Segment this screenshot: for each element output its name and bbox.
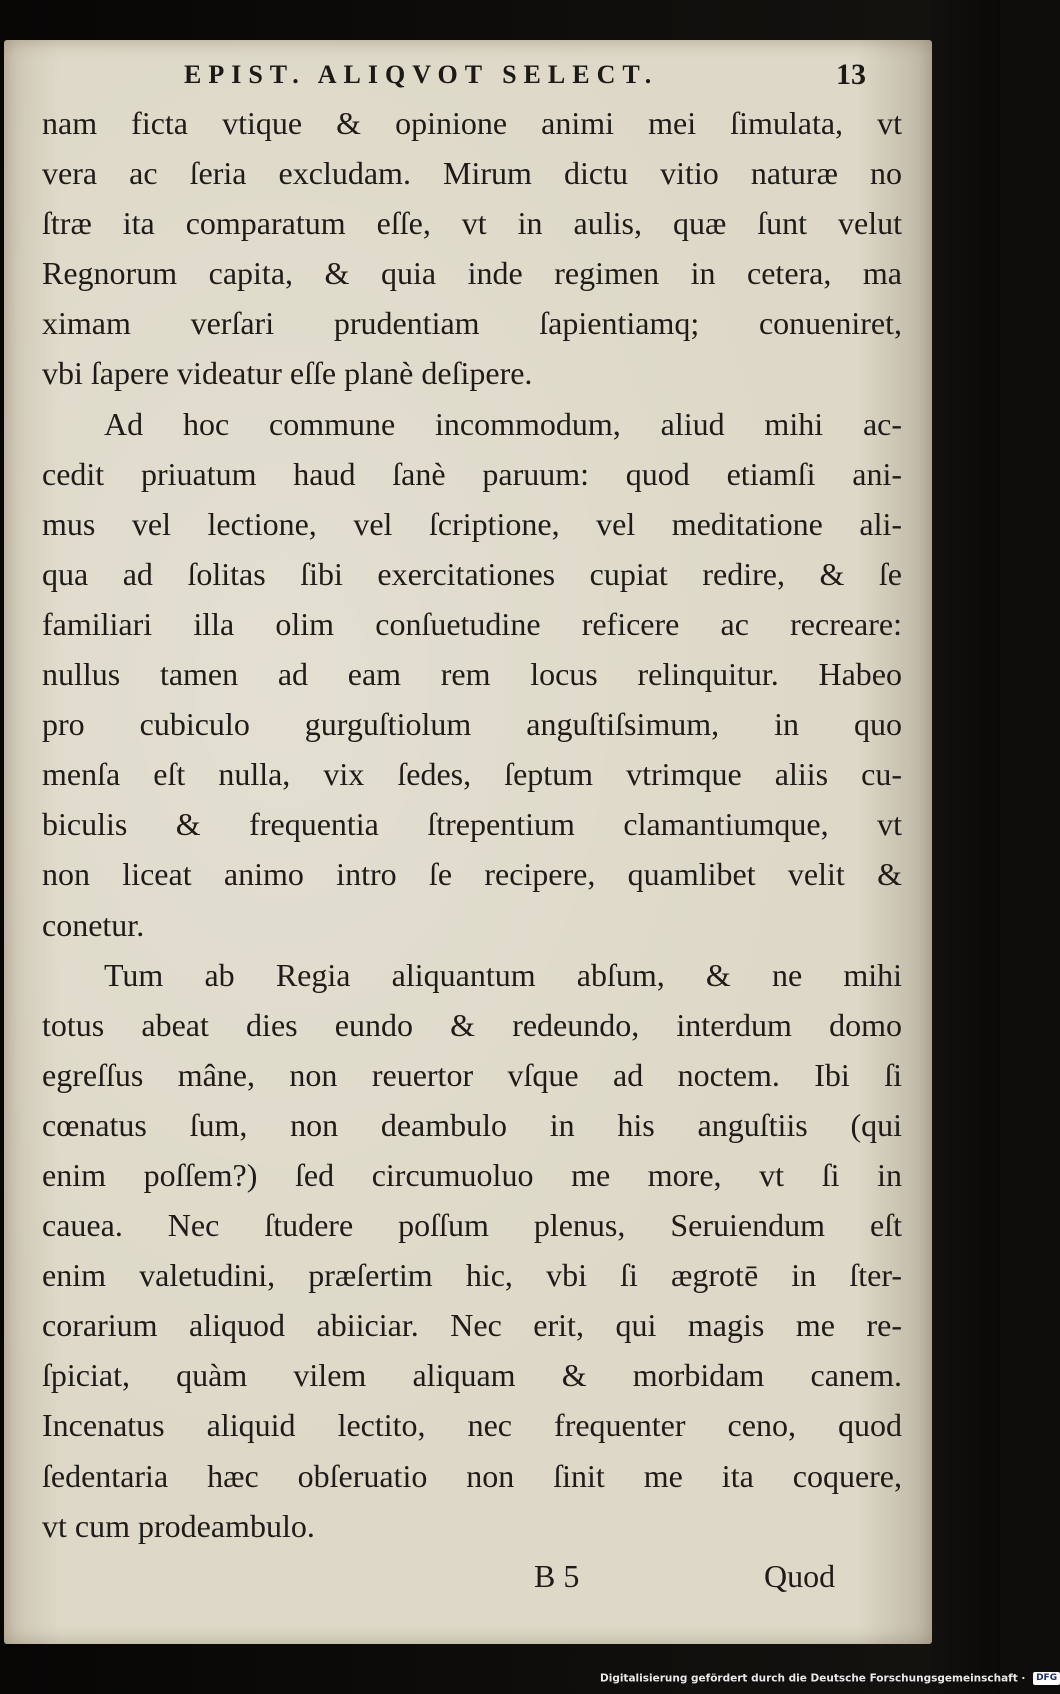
text-line: vbi ſapere videatur eſſe planè deſipere. <box>42 355 533 392</box>
text-line: nam ficta vtique & opinione animi mei ſimulata, vt <box>42 105 902 141</box>
text-line: ſtræ ita comparatum eſſe, vt in aulis, quæ ſunt velut <box>42 205 902 242</box>
text-line: Incenatus aliquid lectito, nec frequenter ceno, quod <box>42 1407 902 1444</box>
text-line: vera ac ſeria excludam. Mirum dictu vitio naturæ no <box>42 155 902 192</box>
text-line: ſpiciat, quàm vilem aliquam & morbidam canem. <box>42 1357 902 1394</box>
paragraph-start-line: Tum ab Regia aliquantum abſum, & ne mihi <box>104 956 902 993</box>
text-line: Regnorum capita, & quia inde regimen in cetera, ma <box>42 255 902 292</box>
credit-text: Digitalisierung gefördert durch die Deutsche Forschungsgemeinschaft · <box>600 1672 1026 1685</box>
text-line: totus abeat dies eundo & redeundo, interdum domo <box>42 1006 902 1043</box>
paragraph-start-line: Ad hoc commune incommodum, aliud mihi ac- <box>104 405 902 442</box>
text-line: menſa eſt nulla, vix ſedes, ſeptum vtrimque aliis cu- <box>42 756 902 793</box>
text-line: corarium aliquod abiiciar. Nec erit, qui magis me re- <box>42 1307 902 1344</box>
text-line: pro cubiculo gurguſtiolum anguſtiſsimum, in quo <box>42 706 902 743</box>
text-line: enim valetudini, præſertim hic, vbi ſi ægrotē in ſter- <box>42 1257 902 1294</box>
text-line: vt cum prodeambulo. <box>42 1507 315 1544</box>
text-line: nullus tamen ad eam rem locus relinquitur. Habeo <box>42 656 902 693</box>
digitization-credit <box>600 1672 1058 1690</box>
book-page <box>4 40 932 1644</box>
page-text <box>42 98 902 1551</box>
text-line: ſedentaria hæc obſeruatio non ſinit me ita coquere, <box>42 1457 902 1494</box>
text-line: familiari illa olim conſuetudine reficere ac recreare: <box>42 605 902 642</box>
signature-mark: B 5 <box>534 1558 580 1594</box>
text-line: biculis & frequentia ſtrepentium clamantiumque, vt <box>42 806 902 843</box>
text-line: egreſſus mâne, non reuertor vſque ad noctem. Ibi ſi <box>42 1056 902 1093</box>
text-line: ximam verſari prudentiam ſapientiamq; conueniret, <box>42 305 902 342</box>
running-head: EPIST. ALIQVOT SELECT. <box>184 60 659 89</box>
text-line: cœnatus ſum, non deambulo in his anguſtiis (qui <box>42 1106 902 1143</box>
text-line: cedit priuatum haud ſanè paruum: quod etiamſi ani- <box>42 455 902 492</box>
page-number: 13 <box>836 58 866 91</box>
text-line: enim poſſem?) ſed circumuoluo me more, vt ſi in <box>42 1156 902 1193</box>
text-line: conetur. <box>42 906 145 943</box>
text-line: non liceat animo intro ſe recipere, quamlibet velit & <box>42 856 902 893</box>
text-line: mus vel lectione, vel ſcriptione, vel meditatione ali- <box>42 505 902 542</box>
text-line: cauea. Nec ſtudere poſſum plenus, Seruiendum eſt <box>42 1207 902 1244</box>
text-line: qua ad ſolitas ſibi exercitationes cupiat redire, & ſe <box>42 555 902 592</box>
catchword: Quod <box>764 1558 836 1594</box>
dfg-logo-icon: DFG <box>1033 1672 1060 1685</box>
page-footer <box>4 1558 932 1618</box>
